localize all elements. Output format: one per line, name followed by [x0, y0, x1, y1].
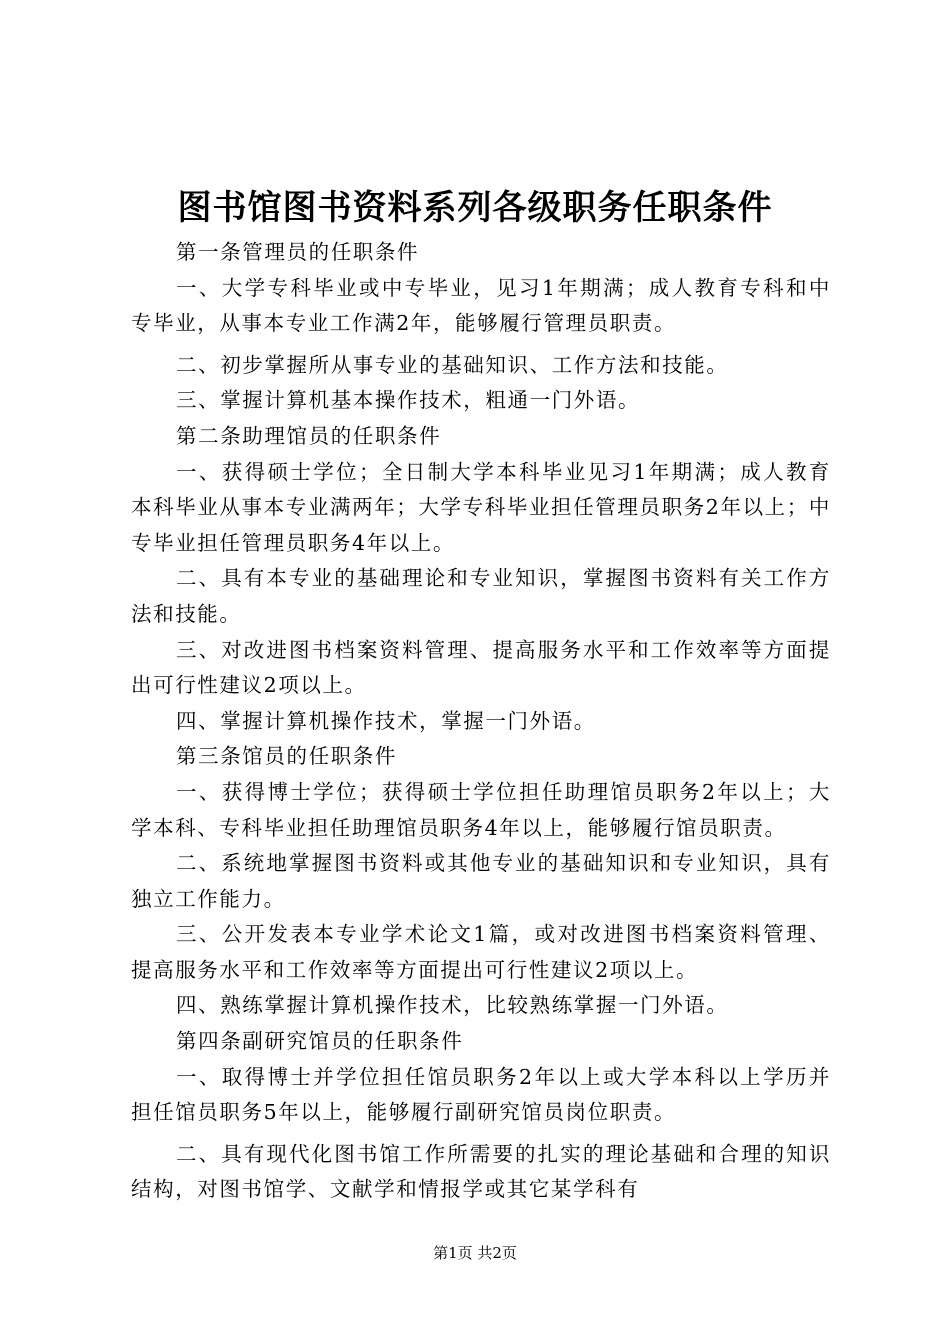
section-heading-4: 第四条副研究馆员的任职条件: [176, 1029, 464, 1054]
paragraph: 一、获得博士学位；获得硕士学位担任助理馆员职务2年以上；大学本科、专科毕业担任助理馆员职务4年以上，能够履行馆员职责。: [131, 779, 831, 840]
section-heading-3: 第三条馆员的任职条件: [176, 744, 397, 769]
paragraph: 三、掌握计算机基本操作技术，粗通一门外语。: [176, 388, 641, 413]
document-title: 图书馆图书资料系列各级职务任职条件: [177, 188, 773, 228]
paragraph: 一、取得博士并学位担任馆员职务2年以上或大学本科以上学历并担任馆员职务5年以上，能够履行副研究馆员岗位职责。: [131, 1064, 831, 1125]
paragraph: 三、公开发表本专业学术论文1篇，或对改进图书档案资料管理、提高服务水平和工作效率等方面提出可行性建议2项以上。: [131, 922, 831, 982]
paragraph: 二、系统地掌握图书资料或其他专业的基础知识和专业知识，具有独立工作能力。: [131, 851, 831, 911]
page-footer: [0, 1242, 950, 1264]
document-body: [131, 235, 831, 1208]
paragraph: 四、掌握计算机操作技术，掌握一门外语。: [176, 708, 596, 733]
section-heading-1: 第一条管理员的任职条件: [176, 240, 420, 264]
paragraph: 二、具有现代化图书馆工作所需要的扎实的理论基础和合理的知识结构，对图书馆学、文献学和情报学或其它某学科有: [131, 1141, 831, 1202]
paragraph: 二、具有本专业的基础理论和专业知识，掌握图书资料有关工作方法和技能。: [131, 566, 831, 626]
paragraph: 一、获得硕士学位；全日制大学本科毕业见习1年期满；成人教育本科毕业从事本专业满两年；大学专科毕业担任管理员职务2年以上；中专毕业担任管理员职务4年以上。: [131, 459, 831, 555]
paragraph: 四、熟练掌握计算机操作技术，比较熟练掌握一门外语。: [176, 993, 729, 1018]
paragraph: 二、初步掌握所从事专业的基础知识、工作方法和技能。: [176, 352, 729, 377]
paragraph: 三、对改进图书档案资料管理、提高服务水平和工作效率等方面提出可行性建议2项以上。: [131, 637, 831, 698]
paragraph: 一、大学专科毕业或中专毕业，见习1年期满；成人教育专科和中专毕业，从事本专业工作满2年，能够履行管理员职责。: [131, 275, 831, 336]
section-heading-2: 第二条助理馆员的任职条件: [176, 423, 442, 448]
page-indicator: 第1页 共2页: [433, 1244, 517, 1262]
